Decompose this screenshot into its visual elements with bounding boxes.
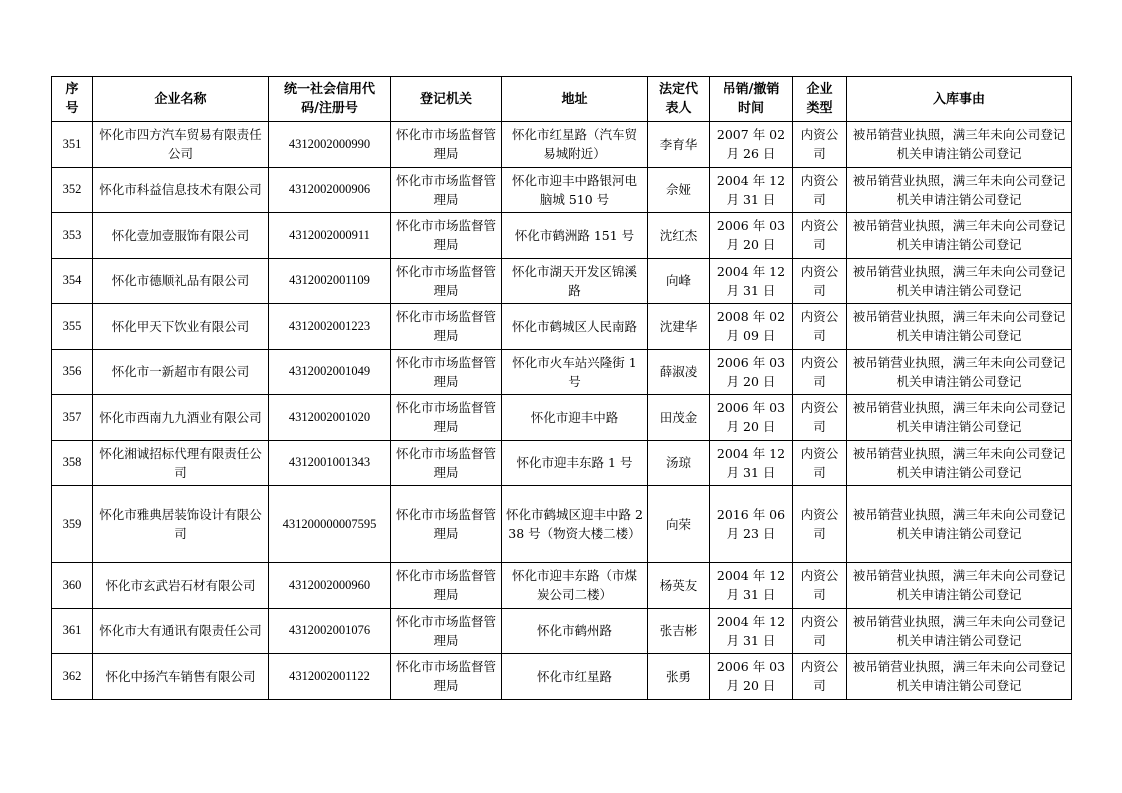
cell-authority: 怀化市市场监督管理局 [391,122,502,168]
cell-reason: 被吊销营业执照，满三年未向公司登记机关申请注销公司登记 [847,654,1072,700]
cell-seq: 352 [52,167,93,213]
header-authority: 登记机关 [391,77,502,122]
cell-seq: 359 [52,486,93,563]
cell-credit-code: 4312002000990 [269,122,391,168]
cell-company-type: 内资公司 [793,608,847,654]
cell-legal-rep: 张勇 [648,654,710,700]
cell-company-name: 怀化市西南九九酒业有限公司 [93,395,269,441]
cell-reason: 被吊销营业执照，满三年未向公司登记机关申请注销公司登记 [847,167,1072,213]
cell-company-type: 内资公司 [793,486,847,563]
cell-credit-code: 4312002001020 [269,395,391,441]
cell-reason: 被吊销营业执照，满三年未向公司登记机关申请注销公司登记 [847,440,1072,486]
cell-address: 怀化市迎丰中路银河电脑城 510 号 [502,167,648,213]
cell-company-type: 内资公司 [793,395,847,441]
cell-revoke-time: 2007 年 02 月 26 日 [710,122,793,168]
cell-reason: 被吊销营业执照，满三年未向公司登记机关申请注销公司登记 [847,486,1072,563]
cell-company-type: 内资公司 [793,304,847,350]
cell-company-name: 怀化市一新超市有限公司 [93,349,269,395]
table-row [52,395,1072,441]
revoked-enterprise-table [51,76,1072,700]
table-row [52,258,1072,304]
header-legal: 法定代 表人 [648,77,710,122]
cell-revoke-time: 2004 年 12 月 31 日 [710,608,793,654]
cell-authority: 怀化市市场监督管理局 [391,349,502,395]
cell-company-name: 怀化市科益信息技术有限公司 [93,167,269,213]
cell-reason: 被吊销营业执照，满三年未向公司登记机关申请注销公司登记 [847,304,1072,350]
cell-address: 怀化市迎丰东路 1 号 [502,440,648,486]
table-row [52,440,1072,486]
cell-authority: 怀化市市场监督管理局 [391,258,502,304]
cell-seq: 353 [52,213,93,259]
cell-credit-code: 4312002000911 [269,213,391,259]
cell-legal-rep: 向荣 [648,486,710,563]
cell-legal-rep: 佘娅 [648,167,710,213]
table-row [52,349,1072,395]
cell-credit-code: 431200000007595 [269,486,391,563]
cell-credit-code: 4312002001122 [269,654,391,700]
cell-reason: 被吊销营业执照，满三年未向公司登记机关申请注销公司登记 [847,122,1072,168]
cell-seq: 356 [52,349,93,395]
header-name: 企业名称 [93,77,269,122]
cell-address: 怀化市湖天开发区锦溪路 [502,258,648,304]
cell-credit-code: 4312002001076 [269,608,391,654]
cell-revoke-time: 2004 年 12 月 31 日 [710,258,793,304]
cell-address: 怀化市红星路（汽车贸易城附近） [502,122,648,168]
cell-legal-rep: 沈红杰 [648,213,710,259]
cell-revoke-time: 2008 年 02 月 09 日 [710,304,793,350]
table-row [52,654,1072,700]
table-row [52,304,1072,350]
cell-authority: 怀化市市场监督管理局 [391,608,502,654]
cell-legal-rep: 汤琼 [648,440,710,486]
cell-address: 怀化市迎丰中路 [502,395,648,441]
cell-reason: 被吊销营业执照，满三年未向公司登记机关申请注销公司登记 [847,213,1072,259]
cell-reason: 被吊销营业执照，满三年未向公司登记机关申请注销公司登记 [847,349,1072,395]
cell-company-name: 怀化壹加壹服饰有限公司 [93,213,269,259]
cell-credit-code: 4312002001049 [269,349,391,395]
cell-seq: 355 [52,304,93,350]
cell-authority: 怀化市市场监督管理局 [391,563,502,609]
cell-credit-code: 4312001001343 [269,440,391,486]
cell-legal-rep: 李育华 [648,122,710,168]
cell-address: 怀化市鹤州路 [502,608,648,654]
cell-authority: 怀化市市场监督管理局 [391,167,502,213]
header-time: 吊销/撤销 时间 [710,77,793,122]
cell-revoke-time: 2016 年 06 月 23 日 [710,486,793,563]
cell-credit-code: 4312002001223 [269,304,391,350]
cell-company-name: 怀化市四方汽车贸易有限责任公司 [93,122,269,168]
table-row [52,563,1072,609]
cell-address: 怀化市鹤洲路 151 号 [502,213,648,259]
header-address: 地址 [502,77,648,122]
cell-address: 怀化市鹤城区迎丰中路 238 号（物资大楼二楼） [502,486,648,563]
cell-seq: 351 [52,122,93,168]
cell-company-type: 内资公司 [793,563,847,609]
cell-revoke-time: 2006 年 03 月 20 日 [710,654,793,700]
cell-seq: 357 [52,395,93,441]
cell-legal-rep: 沈建华 [648,304,710,350]
cell-reason: 被吊销营业执照，满三年未向公司登记机关申请注销公司登记 [847,563,1072,609]
cell-authority: 怀化市市场监督管理局 [391,654,502,700]
cell-seq: 362 [52,654,93,700]
cell-revoke-time: 2004 年 12 月 31 日 [710,440,793,486]
table-row [52,122,1072,168]
cell-authority: 怀化市市场监督管理局 [391,440,502,486]
cell-company-name: 怀化市玄武岩石材有限公司 [93,563,269,609]
cell-credit-code: 4312002001109 [269,258,391,304]
cell-company-type: 内资公司 [793,440,847,486]
header-code: 统一社会信用代 码/注册号 [269,77,391,122]
cell-company-type: 内资公司 [793,258,847,304]
table-header-row [52,77,1072,122]
cell-revoke-time: 2006 年 03 月 20 日 [710,213,793,259]
cell-address: 怀化市火车站兴隆街 1 号 [502,349,648,395]
cell-company-type: 内资公司 [793,213,847,259]
cell-address: 怀化市鹤城区人民南路 [502,304,648,350]
cell-authority: 怀化市市场监督管理局 [391,304,502,350]
table-row [52,608,1072,654]
cell-revoke-time: 2004 年 12 月 31 日 [710,563,793,609]
cell-company-type: 内资公司 [793,654,847,700]
cell-credit-code: 4312002000960 [269,563,391,609]
cell-legal-rep: 薛淑凌 [648,349,710,395]
cell-reason: 被吊销营业执照，满三年未向公司登记机关申请注销公司登记 [847,258,1072,304]
header-type: 企业 类型 [793,77,847,122]
cell-company-type: 内资公司 [793,122,847,168]
cell-legal-rep: 田茂金 [648,395,710,441]
cell-reason: 被吊销营业执照，满三年未向公司登记机关申请注销公司登记 [847,608,1072,654]
cell-company-name: 怀化甲天下饮业有限公司 [93,304,269,350]
cell-reason: 被吊销营业执照，满三年未向公司登记机关申请注销公司登记 [847,395,1072,441]
cell-company-name: 怀化湘诚招标代理有限责任公司 [93,440,269,486]
cell-authority: 怀化市市场监督管理局 [391,395,502,441]
table-row [52,167,1072,213]
table-row [52,486,1072,563]
cell-revoke-time: 2006 年 03 月 20 日 [710,395,793,441]
cell-company-type: 内资公司 [793,167,847,213]
header-reason: 入库事由 [847,77,1072,122]
cell-legal-rep: 杨英友 [648,563,710,609]
cell-authority: 怀化市市场监督管理局 [391,486,502,563]
cell-credit-code: 4312002000906 [269,167,391,213]
cell-address: 怀化市红星路 [502,654,648,700]
cell-legal-rep: 张吉彬 [648,608,710,654]
header-seq: 序 号 [52,77,93,122]
cell-company-name: 怀化中扬汽车销售有限公司 [93,654,269,700]
cell-company-name: 怀化市大有通讯有限责任公司 [93,608,269,654]
cell-revoke-time: 2006 年 03 月 20 日 [710,349,793,395]
cell-seq: 361 [52,608,93,654]
cell-legal-rep: 向峰 [648,258,710,304]
cell-revoke-time: 2004 年 12 月 31 日 [710,167,793,213]
cell-seq: 360 [52,563,93,609]
cell-seq: 354 [52,258,93,304]
cell-company-type: 内资公司 [793,349,847,395]
cell-address: 怀化市迎丰东路（市煤炭公司二楼） [502,563,648,609]
cell-authority: 怀化市市场监督管理局 [391,213,502,259]
cell-company-name: 怀化市德顺礼品有限公司 [93,258,269,304]
table-row [52,213,1072,259]
cell-seq: 358 [52,440,93,486]
cell-company-name: 怀化市雅典居装饰设计有限公司 [93,486,269,563]
